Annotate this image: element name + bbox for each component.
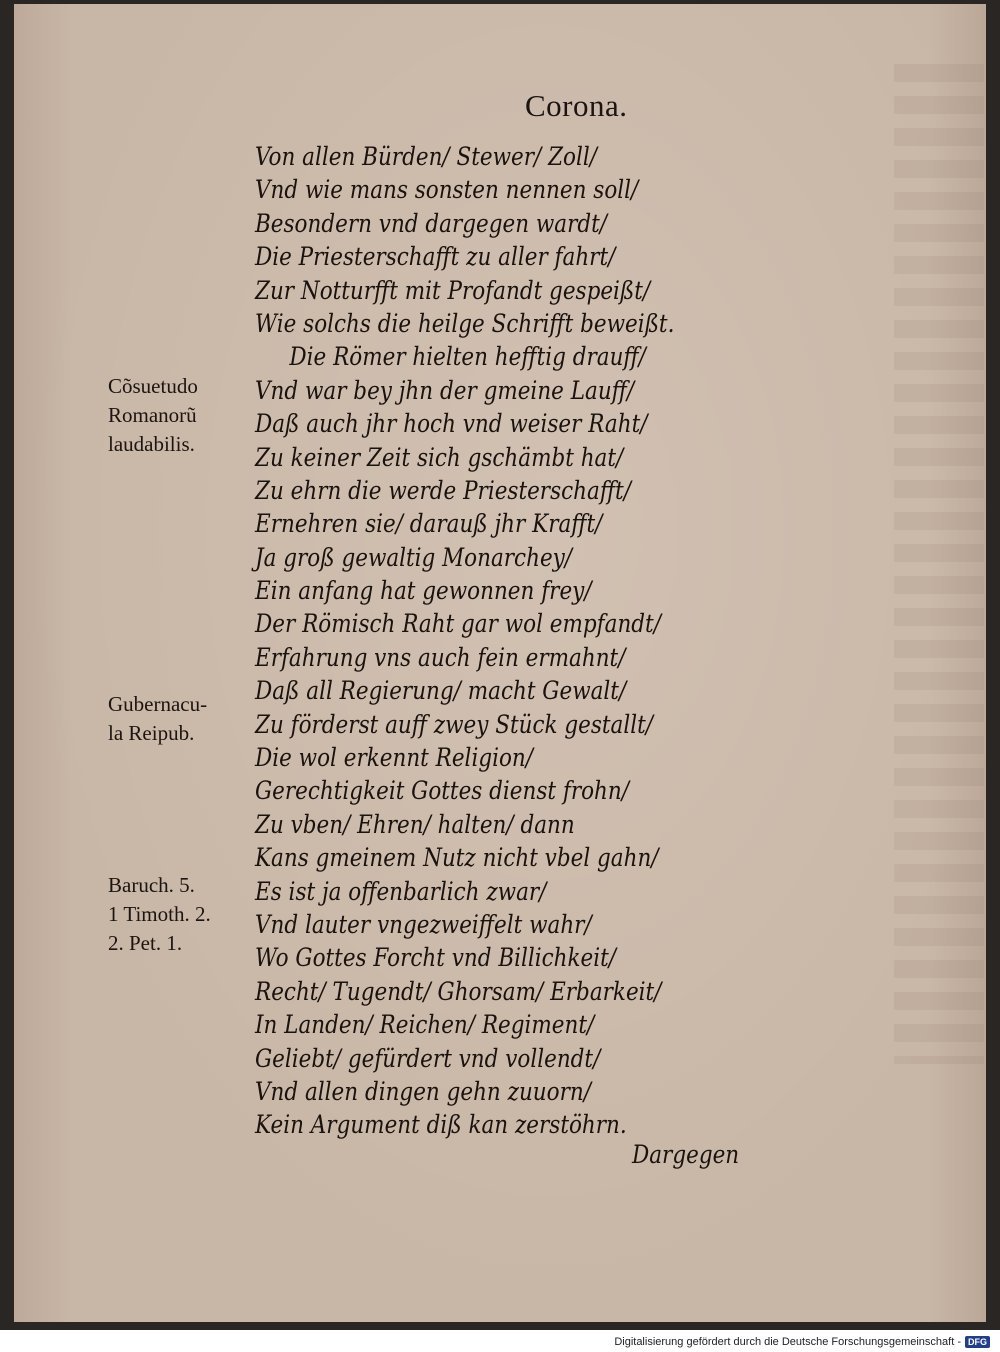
verse-line: Wo Gottes Forcht vnd Billichkeit/ [255, 943, 617, 973]
catchword: Dargegen [632, 1140, 740, 1169]
verse-line: Vnd allen dingen gehn zuuorn/ [255, 1076, 591, 1106]
verse-line: Zu vben/ Ehren/ halten/ dann [255, 809, 575, 839]
verse-line: Besondern vnd dargegen wardt/ [255, 208, 608, 238]
verse-line: Ja groß gewaltig Monarchey/ [255, 542, 573, 572]
verse-line: Kein Argument diß kan zerstöhrn. [255, 1110, 627, 1140]
verse-line: Die Römer hielten hefftig drauff/ [289, 342, 646, 372]
margin-note-gubernacula [108, 690, 207, 748]
verse-line: Zu förderst auff zwey Stück gestallt/ [255, 709, 653, 739]
verse-line: Die Priesterschafft zu aller fahrt/ [255, 242, 616, 272]
show-through-bleed [894, 64, 984, 1064]
margin-note-consuetudo [108, 372, 198, 459]
margin-note-line: Cõsuetudo [108, 374, 198, 398]
margin-note-line: Baruch. 5. [108, 873, 195, 897]
verse-line: Vnd wie mans sonsten nennen soll/ [255, 175, 639, 205]
verse-line: Es ist ja offenbarlich zwar/ [255, 876, 547, 906]
verse-line: Von allen Bürden/ Stewer/ Zoll/ [255, 142, 597, 171]
verse-line: Vnd lauter vngezweiffelt wahr/ [255, 909, 592, 939]
verse-line: In Landen/ Reichen/ Regiment/ [255, 1010, 595, 1040]
margin-note-line: Gubernacu- [108, 692, 208, 716]
verse-line: Kans gmeinem Nutz nicht vbel gahn/ [255, 843, 659, 873]
verse-line: Vnd war bey jhn der gmeine Lauff/ [255, 375, 635, 405]
verse-block [255, 140, 674, 1142]
verse-line: Geliebt/ gefürdert vnd vollendt/ [255, 1043, 601, 1073]
margin-note-references [108, 871, 211, 958]
margin-note-line: laudabilis. [108, 432, 195, 456]
verse-line: Gerechtigkeit Gottes dienst frohn/ [255, 776, 630, 806]
verse-line: Ein anfang hat gewonnen frey/ [255, 576, 592, 606]
digitization-footer [614, 1336, 990, 1348]
verse-line: Erfahrung vns auch fein ermahnt/ [255, 642, 626, 672]
running-header: Corona. [525, 88, 628, 123]
verse-line: Der Römisch Raht gar wol empfandt/ [255, 609, 661, 639]
margin-note-line: 1 Timoth. 2. [108, 902, 211, 926]
margin-note-line: la Reipub. [108, 721, 195, 745]
verse-line: Zur Notturfft mit Profandt gespeißt/ [255, 275, 651, 305]
footer-credit: Digitalisierung gefördert durch die Deutsche Forschungsgemeinschaft - [614, 1336, 961, 1348]
verse-line: Zu ehrn die werde Priesterschafft/ [255, 475, 631, 505]
verse-line: Wie solchs die heilge Schrifft beweißt. [255, 308, 675, 338]
verse-line: Ernehren sie/ darauß jhr Krafft/ [255, 509, 603, 539]
verse-line: Recht/ Tugendt/ Ghorsam/ Erbarkeit/ [255, 976, 662, 1006]
verse-line: Daß auch jhr hoch vnd weiser Raht/ [255, 409, 648, 439]
verse-line: Zu keiner Zeit sich gschämbt hat/ [255, 442, 624, 472]
verse-line: Die wol erkennt Religion/ [255, 743, 533, 773]
verse-line: Daß all Regierung/ macht Gewalt/ [255, 676, 627, 706]
margin-note-line: 2. Pet. 1. [108, 931, 183, 955]
dfg-logo-icon: DFG [965, 1336, 990, 1348]
margin-note-line: Romanorũ [108, 403, 197, 427]
